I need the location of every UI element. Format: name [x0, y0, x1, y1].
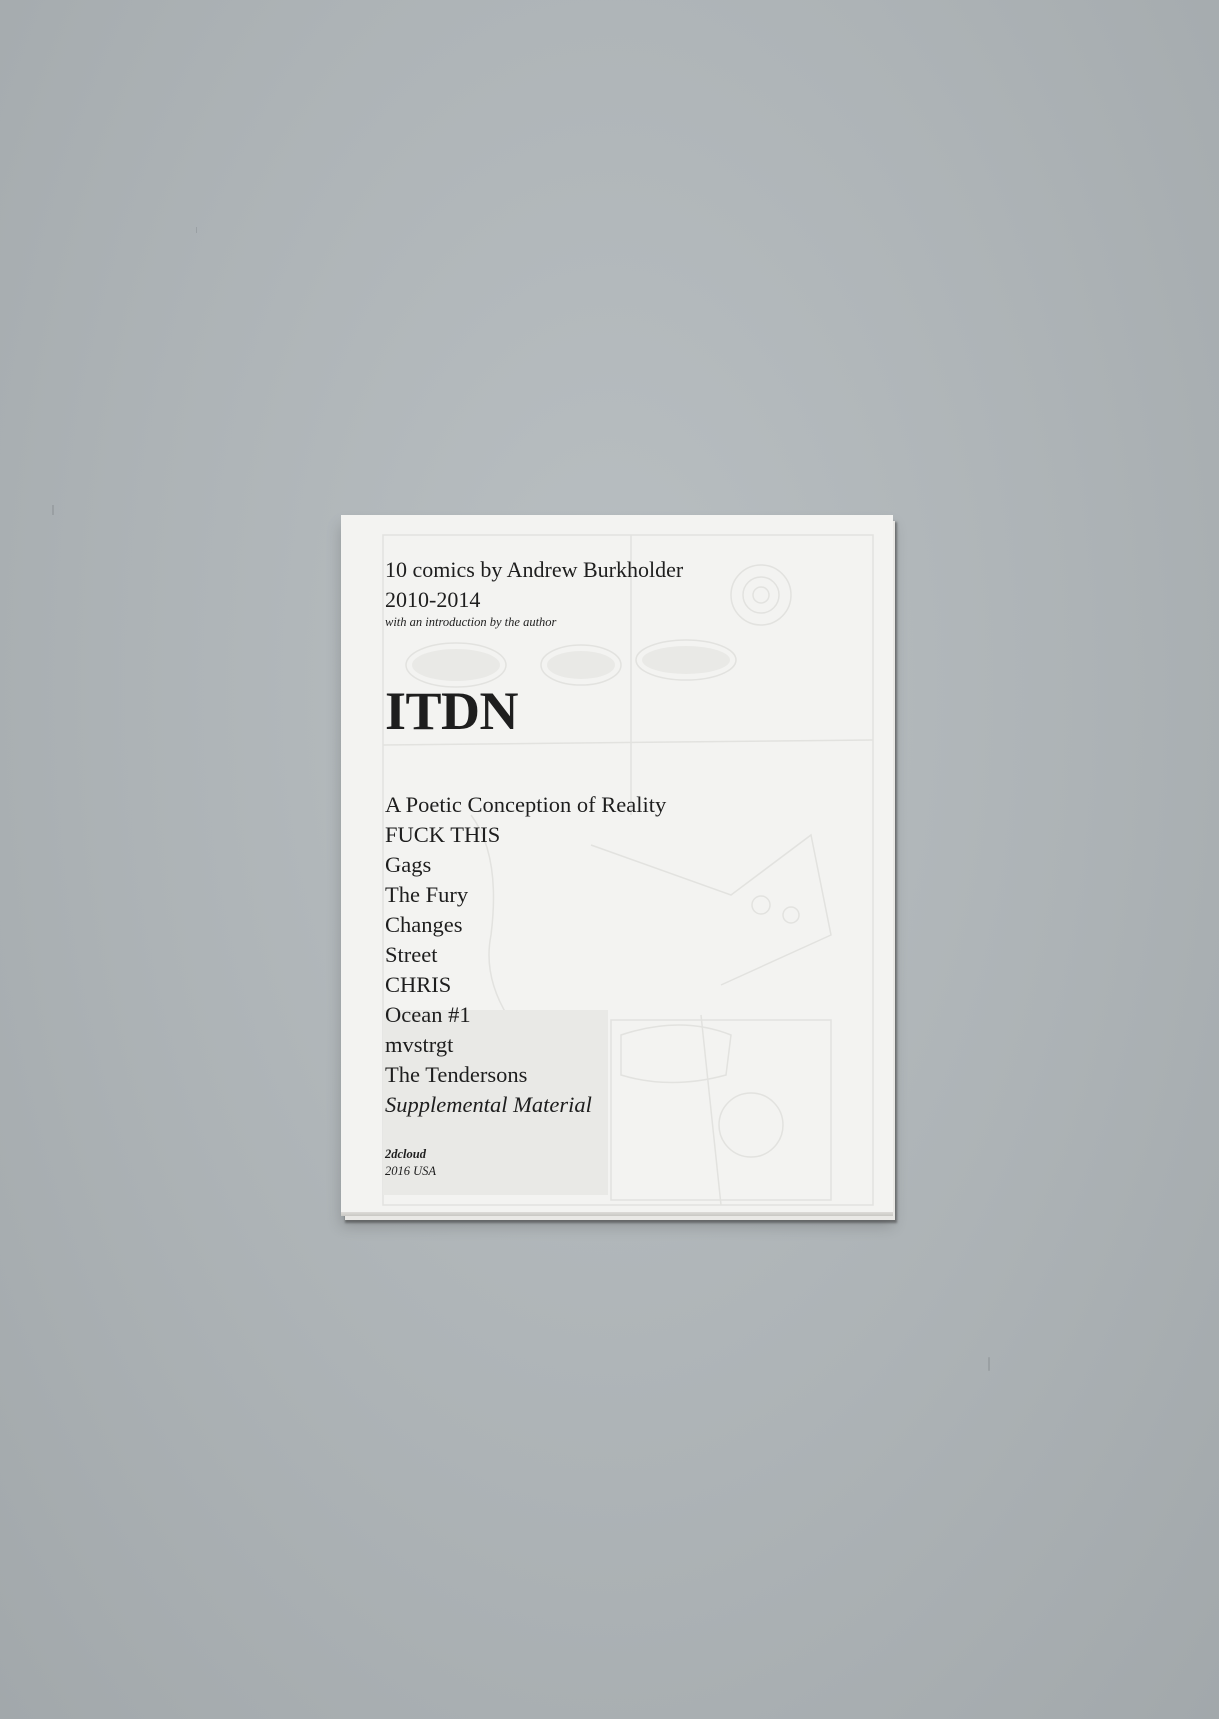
book-cover [341, 515, 893, 1216]
cover-text [385, 555, 865, 1180]
introduction-note: with an introduction by the author [385, 615, 557, 629]
contents-item: The Fury [385, 882, 469, 907]
contents-item: Street [385, 942, 438, 967]
publisher-name: 2dcloud [385, 1147, 426, 1161]
contents-item: CHRIS [385, 972, 452, 997]
author-byline: 10 comics by Andrew Burkholder [385, 557, 684, 582]
publisher-info [385, 1146, 865, 1180]
contents-item: Ocean #1 [385, 1002, 471, 1027]
contents-item: Gags [385, 852, 432, 877]
scan-speck [52, 505, 54, 515]
publication-year-country: 2016 USA [385, 1164, 437, 1178]
book-title: ITDN [385, 681, 519, 741]
contents-item: The Tendersons [385, 1062, 528, 1087]
contents-list [385, 790, 865, 1120]
contents-item: Supplemental Material [385, 1092, 592, 1117]
scan-speck [196, 227, 197, 233]
contents-item: FUCK THIS [385, 822, 501, 847]
contents-item: A Poetic Conception of Reality [385, 792, 667, 817]
year-range: 2010-2014 [385, 587, 481, 612]
scan-speck [988, 1357, 990, 1371]
contents-item: Changes [385, 912, 463, 937]
contents-item: mvstrgt [385, 1032, 454, 1057]
